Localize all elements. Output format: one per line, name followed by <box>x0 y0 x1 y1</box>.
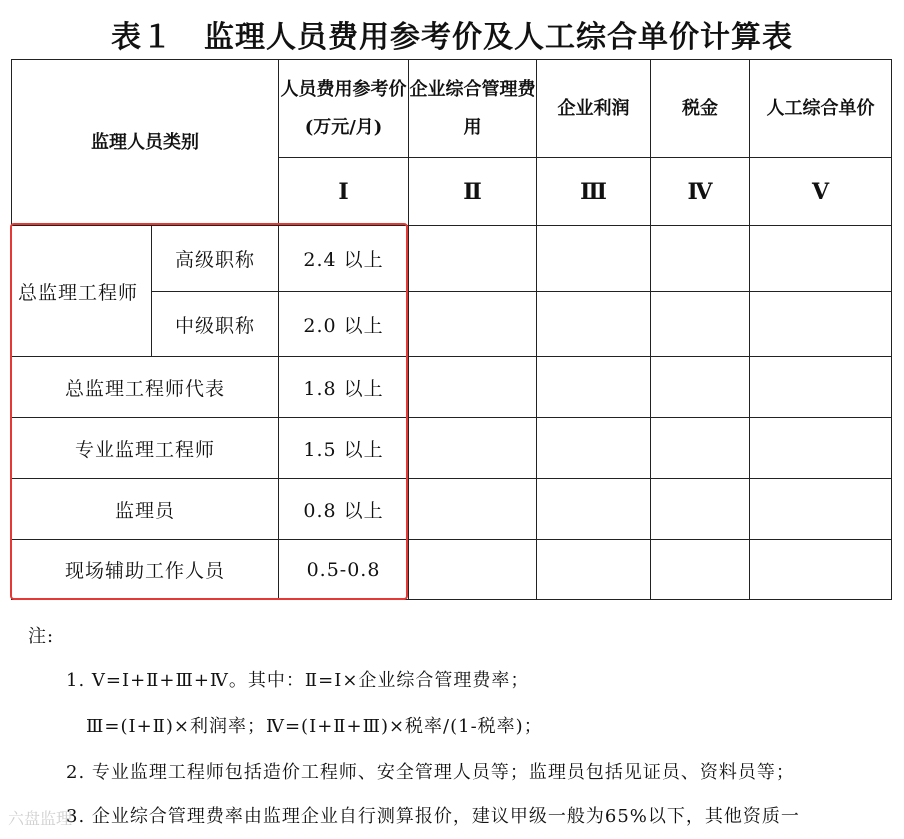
empty-cell <box>651 479 750 540</box>
empty-cell <box>409 418 537 479</box>
table-row <box>12 226 892 292</box>
header-category: 监理人员类别 <box>12 60 279 226</box>
empty-cell <box>651 292 750 357</box>
specialist-label: 专业监理工程师 <box>12 418 279 479</box>
note-line-3: 2. 专业监理工程师包括造价工程师、安全管理人员等；监理员包括见证员、资料员等； <box>66 762 795 783</box>
header-row <box>12 60 892 158</box>
senior-title-label: 高级职称 <box>152 226 279 292</box>
empty-cell <box>750 226 892 292</box>
table-row <box>12 357 892 418</box>
empty-cell <box>537 292 651 357</box>
table-title: 表１ 监理人员费用参考价及人工综合单价计算表 <box>111 20 793 55</box>
notes-heading: 注: <box>28 626 55 647</box>
empty-cell <box>409 540 537 600</box>
supervisor-value: 0.8 以上 <box>279 479 409 540</box>
table-row <box>12 540 892 600</box>
chief-rep-label: 总监理工程师代表 <box>12 357 279 418</box>
supervisor-label: 监理员 <box>12 479 279 540</box>
empty-cell <box>750 479 892 540</box>
chief-engineer-label: 总监理工程师 <box>12 226 152 357</box>
roman-4: Ⅳ <box>651 158 750 226</box>
note-line-1: 1. Ⅴ=Ⅰ+Ⅱ+Ⅲ+Ⅳ。其中：Ⅱ=Ⅰ×企业综合管理费率； <box>66 670 530 691</box>
empty-cell <box>750 418 892 479</box>
assistant-label: 现场辅助工作人员 <box>12 540 279 600</box>
empty-cell <box>537 540 651 600</box>
table-row <box>12 418 892 479</box>
specialist-value: 1.5 以上 <box>279 418 409 479</box>
empty-cell <box>750 540 892 600</box>
empty-cell <box>651 357 750 418</box>
header-tax: 税金 <box>651 60 750 158</box>
chief-rep-value: 1.8 以上 <box>279 357 409 418</box>
fee-table <box>11 59 892 600</box>
header-personnel-cost: 人员费用参考价(万元/月) <box>279 60 409 158</box>
empty-cell <box>750 292 892 357</box>
middle-title-label: 中级职称 <box>152 292 279 357</box>
empty-cell <box>651 226 750 292</box>
empty-cell <box>537 226 651 292</box>
empty-cell <box>409 479 537 540</box>
note-line-2: Ⅲ=(Ⅰ+Ⅱ)×利润率；Ⅳ=(Ⅰ+Ⅱ+Ⅲ)×税率/(1-税率)； <box>86 716 543 737</box>
empty-cell <box>537 418 651 479</box>
empty-cell <box>651 540 750 600</box>
header-management-fee: 企业综合管理费用 <box>409 60 537 158</box>
empty-cell <box>409 226 537 292</box>
empty-cell <box>750 357 892 418</box>
empty-cell <box>537 357 651 418</box>
empty-cell <box>651 418 750 479</box>
roman-2: Ⅱ <box>409 158 537 226</box>
empty-cell <box>409 292 537 357</box>
empty-cell <box>409 357 537 418</box>
assistant-value: 0.5-0.8 <box>279 540 409 600</box>
watermark-logo: 六盘监理 <box>8 809 73 828</box>
header-unit-price: 人工综合单价 <box>750 60 892 158</box>
middle-title-value: 2.0 以上 <box>279 292 409 357</box>
empty-cell <box>537 479 651 540</box>
roman-1: Ⅰ <box>279 158 409 226</box>
table-row <box>12 479 892 540</box>
note-line-4: 3. 企业综合管理费率由监理企业自行测算报价，建议甲级一般为65%以下，其他资质一 <box>66 806 800 827</box>
roman-5: Ⅴ <box>750 158 892 226</box>
senior-title-value: 2.4 以上 <box>279 226 409 292</box>
roman-3: Ⅲ <box>537 158 651 226</box>
header-profit: 企业利润 <box>537 60 651 158</box>
